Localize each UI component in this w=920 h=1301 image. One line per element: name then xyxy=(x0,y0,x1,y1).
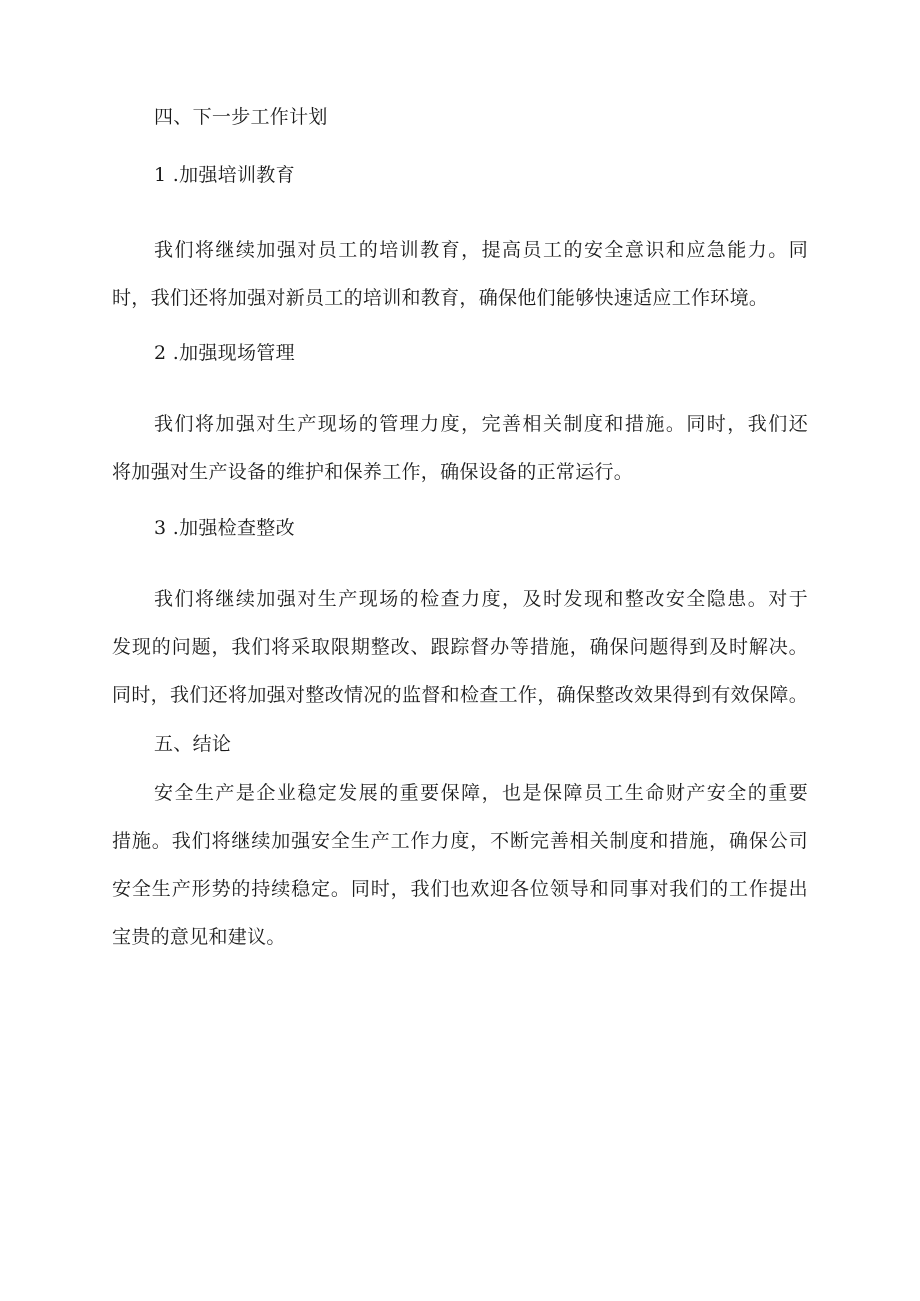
paragraph-line: 我们将继续加强对员工的培训教育，提高员工的安全意识和应急能力。同 xyxy=(154,239,808,261)
paragraph-line: 安全生产形势的持续稳定。同时，我们也欢迎各位领导和同事对我们的工作提出 xyxy=(112,878,808,900)
subheading-inspection: 3 .加强检查整改 xyxy=(154,517,295,539)
paragraph-line: 发现的问题，我们将采取限期整改、跟踪督办等措施，确保问题得到及时解决。 xyxy=(112,636,808,658)
paragraph-line: 同时，我们还将加强对整改情况的监督和检查工作，确保整改效果得到有效保障。 xyxy=(112,684,808,706)
subheading-training: 1 .加强培训教育 xyxy=(154,164,295,186)
paragraph-line: 安全生产是企业稳定发展的重要保障，也是保障员工生命财产安全的重要 xyxy=(154,782,808,804)
paragraph-line: 宝贵的意见和建议。 xyxy=(112,926,286,948)
paragraph-line: 措施。我们将继续加强安全生产工作力度，不断完善相关制度和措施，确保公司 xyxy=(112,830,808,852)
section-heading-conclusion: 五、结论 xyxy=(154,733,232,755)
paragraph-line: 我们将继续加强对生产现场的检查力度，及时发现和整改安全隐患。对于 xyxy=(154,588,808,610)
section-heading-next-steps: 四、下一步工作计划 xyxy=(154,106,328,128)
paragraph-line: 时，我们还将加强对新员工的培训和教育，确保他们能够快速适应工作环境。 xyxy=(112,287,769,309)
paragraph-line: 我们将加强对生产现场的管理力度，完善相关制度和措施。同时，我们还 xyxy=(154,413,808,435)
subheading-site-management: 2 .加强现场管理 xyxy=(154,342,295,364)
paragraph-line: 将加强对生产设备的维护和保养工作，确保设备的正常运行。 xyxy=(112,461,634,483)
